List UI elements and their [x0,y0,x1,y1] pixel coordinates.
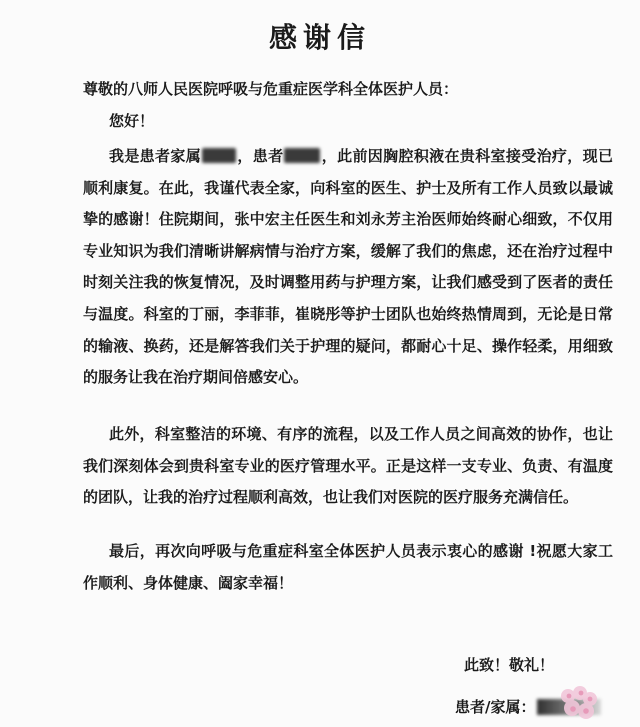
paragraph-1-part-b: ，患者 [237,147,284,165]
paragraph-2: 此外，科室整洁的环境、有序的流程，以及工作人员之间高效的协作，也让我们深刻体会到贵科室专业的医疗管理水平。正是这样一支专业、负责、有温度的团队，让我的治疗过程顺利高效，也让我们对医院的医疗服务充满信任。 [83,425,613,507]
redacted-family-name [202,148,236,163]
closing-salute: 此致！敬礼！ [463,656,554,674]
paragraph-1 [83,141,613,394]
paragraph-1-part-a: 我是患者家属 [109,147,202,165]
signature-label: 患者/家属： [455,698,536,716]
redacted-patient-name [284,148,320,163]
salutation: 尊敬的八师人民医院呼吸与危重症医学科全体医护人员： [83,80,459,98]
greeting: 您好！ [109,112,155,130]
paragraph-1-part-c: ，此前因胸腔积液在贵科室接受治疗，现已顺利康复。在此，我谨代表全家，向科室的医生、护士及所有工作人员致以最诚挚的感谢！住院期间，张中宏主任医生和刘永芳主治医师始终耐心细致，不仅用专业知识为我们清晰讲解病情与治疗方案，缓解了我们的焦虑，还在治疗过程中时刻关注我的恢复情况，及时调整用药与护理方案，让我们感受到了医者的责任与温度。科室的丁丽，李菲菲，崔晓彤等护士团队也始终热情周到，无论是日常的输液、换药，还是解答我们关于护理的疑问，都耐心十足、操作轻柔，用细致的服务让我在治疗期间倍感安心。 [83,147,613,387]
flower-sticker-icon [556,684,600,722]
paragraph-3: 最后，再次向呼吸与危重症科室全体医护人员表示衷心的感谢 !祝愿大家工作顺利、身体健康、阖家幸福！ [83,542,613,592]
letter-title: 感谢信 [268,21,371,54]
